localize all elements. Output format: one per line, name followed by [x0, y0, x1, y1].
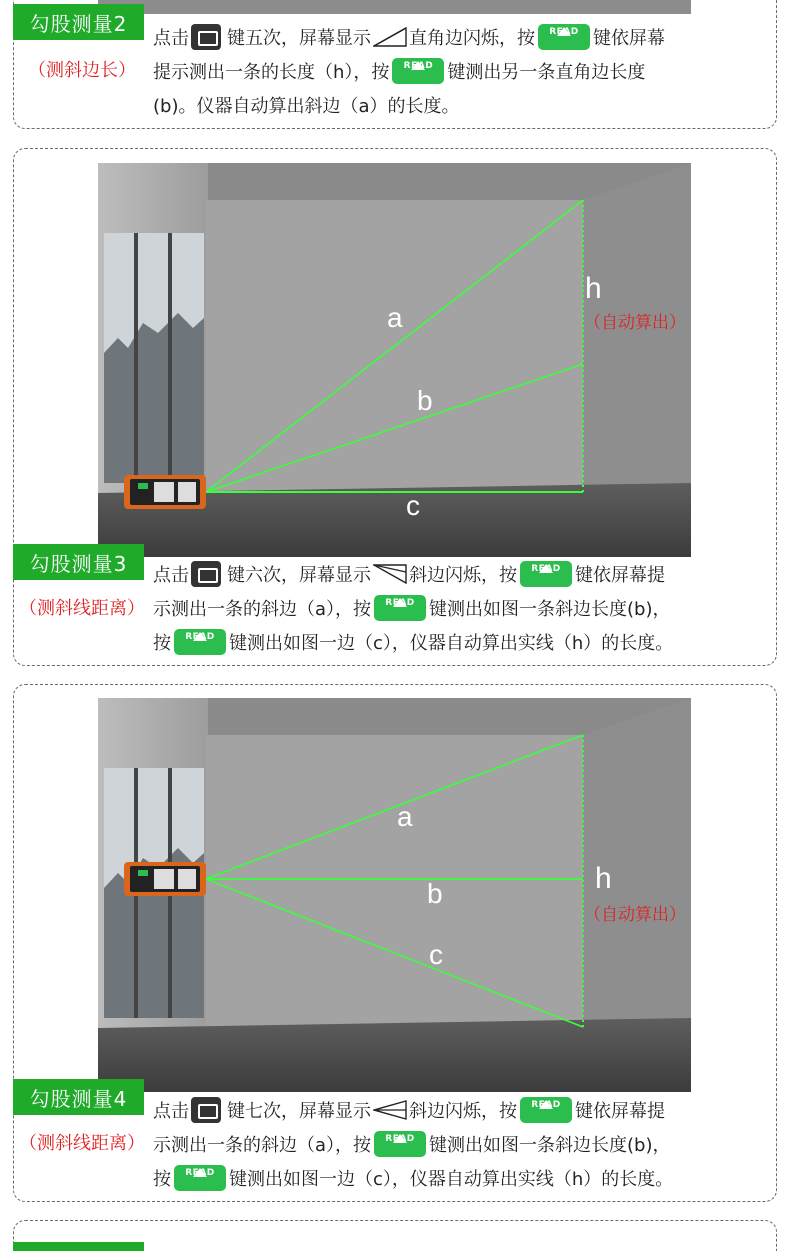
section2-tag: 勾股测量2 [13, 4, 144, 40]
slant-triangle-icon [373, 564, 407, 584]
section2-line1-c: 直角边闪烁，按 [409, 28, 535, 49]
section4-line3-b: 键测出如图一边（c），仪器自动算出实线（h）的长度。 [229, 1169, 674, 1190]
slant-triangle-icon [373, 1100, 407, 1120]
mode-key-icon [191, 24, 221, 50]
section3-tag: 勾股测量3 [13, 544, 144, 580]
diagram-label-b: b [427, 878, 443, 909]
laser-meter-icon [124, 862, 206, 896]
diagram-label-auto: （自动算出） [584, 313, 686, 333]
section3-line2-b: 键测出如图一条斜边长度(b)， [429, 599, 671, 620]
section3-line1-b: 键六次，屏幕显示 [227, 565, 371, 586]
section4-subtitle: （测斜线距离） [19, 1133, 145, 1154]
section2-photo-strip [98, 0, 691, 14]
read-key-icon: READ [520, 1097, 572, 1123]
diagram-label-h: h [585, 272, 602, 305]
section3-description [153, 559, 673, 661]
mode-key-icon [191, 561, 221, 587]
read-key-icon: READ [392, 58, 444, 84]
section2-line1-a: 点击 [153, 28, 189, 49]
diagram-label-c: c [406, 490, 420, 521]
section3-photo [98, 163, 691, 557]
section3-line3-a: 按 [153, 633, 171, 654]
section2-description [153, 22, 665, 124]
section4-tag: 勾股测量4 [13, 1079, 144, 1115]
section4-line1-c: 斜边闪烁，按 [409, 1101, 517, 1122]
read-key-icon: READ [374, 595, 426, 621]
section3-diagram [98, 163, 691, 557]
section4-line3-a: 按 [153, 1169, 171, 1190]
section2-line1-d: 键依屏幕 [593, 28, 665, 49]
section4-description [153, 1095, 673, 1197]
read-key-icon: READ [538, 24, 590, 50]
section2-line2-a: 提示测出一条的长度（h），按 [153, 62, 390, 83]
diagram-label-auto: （自动算出） [584, 905, 686, 925]
section4-line1-a: 点击 [153, 1101, 189, 1122]
section4-line2-b: 键测出如图一条斜边长度(b)， [429, 1135, 671, 1156]
section4-diagram [98, 698, 691, 1092]
read-key-icon: READ [374, 1131, 426, 1157]
diagram-label-c: c [429, 939, 443, 970]
diagram-label-h: h [595, 862, 612, 895]
read-key-icon: READ [174, 629, 226, 655]
section4-line1-d: 键依屏幕提 [575, 1101, 665, 1122]
section2-line1-b: 键五次，屏幕显示 [227, 28, 371, 49]
diagram-label-b: b [417, 385, 433, 416]
mode-key-icon [191, 1097, 221, 1123]
section2-line2-b: 键测出另一条直角边长度 [447, 62, 646, 83]
section2-line3-a: (b)。仪器自动算出斜边（a）的长度。 [153, 96, 460, 117]
laser-meter-icon [124, 475, 206, 509]
section3-line1-c: 斜边闪烁，按 [409, 565, 517, 586]
read-key-icon: READ [520, 561, 572, 587]
section4-line2-a: 示测出一条的斜边（a），按 [153, 1135, 372, 1156]
section3-line2-a: 示测出一条的斜边（a），按 [153, 599, 372, 620]
section4-photo [98, 698, 691, 1092]
section2-subtitle: （测斜边长） [28, 60, 136, 81]
diagram-label-a: a [397, 801, 413, 832]
section3-line1-d: 键依屏幕提 [575, 565, 665, 586]
read-key-icon: READ [174, 1165, 226, 1191]
section5-tag [13, 1242, 144, 1251]
right-triangle-icon [373, 27, 407, 47]
section3-line3-b: 键测出如图一边（c），仪器自动算出实线（h）的长度。 [229, 633, 674, 654]
section3-line1-a: 点击 [153, 565, 189, 586]
diagram-label-a: a [387, 302, 403, 333]
section4-line1-b: 键七次，屏幕显示 [227, 1101, 371, 1122]
section3-subtitle: （测斜线距离） [19, 598, 145, 619]
